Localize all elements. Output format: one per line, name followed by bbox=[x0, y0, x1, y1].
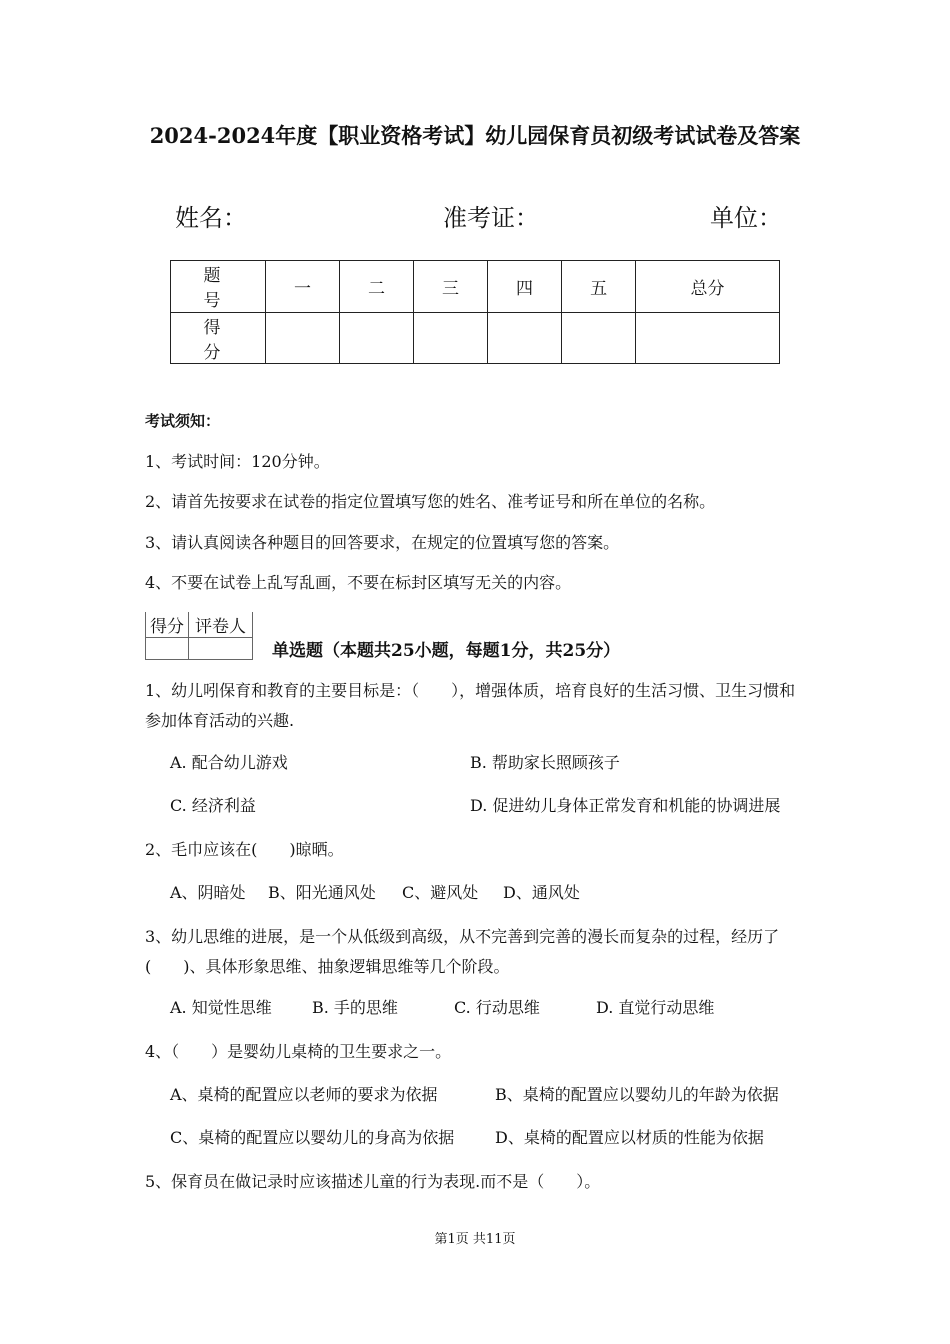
grader-score-cell[interactable] bbox=[146, 638, 189, 660]
question-1-stem: 1、幼儿吲保育和教育的主要目标是：（ ），增强体质，培育良好的生活习惯、卫生习惯和参加体育活动的兴趣. bbox=[145, 681, 796, 730]
question-2-option-c: C、避风处 bbox=[402, 883, 479, 902]
question-1-option-b: B. 帮助家长照顾孩子 bbox=[470, 753, 620, 772]
question-1-option-a: A. 配合幼儿游戏 bbox=[170, 753, 288, 772]
question-1-option-c: C. 经济利益 bbox=[170, 796, 256, 815]
question-3-stem: 3、幼儿思维的进展，是一个从低级到高级，从不完善到完善的漫长而复杂的过程，经历了( )、具体形象思维、抽象逻辑思维等几个阶段。 bbox=[145, 927, 780, 976]
candidate-fields bbox=[175, 198, 785, 242]
score-input-cell[interactable] bbox=[488, 312, 562, 364]
score-table-cell: 得 分 bbox=[171, 312, 266, 364]
score-input-cell[interactable] bbox=[562, 312, 636, 364]
score-table-cell: 二 bbox=[340, 261, 414, 313]
score-table-cell: 题 号 bbox=[171, 261, 266, 313]
page-title: 2024-2024年度【职业资格考试】幼儿园保育员初级考试试卷及答案 bbox=[149, 123, 801, 148]
question-3-option-d: D. 直觉行动思维 bbox=[596, 998, 715, 1017]
question-4-option-a: A、桌椅的配置应以老师的要求为依据 bbox=[170, 1085, 438, 1104]
question-2-stem: 2、毛巾应该在( )晾晒。 bbox=[145, 840, 344, 859]
note-item: 3、请认真阅读各种题目的回答要求，在规定的位置填写您的答案。 bbox=[145, 533, 620, 552]
score-table-cell: 一 bbox=[266, 261, 340, 313]
note-item: 1、考试时间：120分钟。 bbox=[145, 452, 330, 471]
question-3-option-a: A. 知觉性思维 bbox=[170, 998, 272, 1017]
grader-box bbox=[145, 612, 253, 660]
question-4-option-c: C、桌椅的配置应以婴幼儿的身高为依据 bbox=[170, 1128, 455, 1147]
score-table-cell: 三 bbox=[414, 261, 488, 313]
grader-reviewer-cell[interactable] bbox=[189, 638, 253, 660]
note-item: 4、不要在试卷上乱写乱画，不要在标封区填写无关的内容。 bbox=[145, 573, 572, 592]
score-input-cell[interactable] bbox=[340, 312, 414, 364]
score-table-cell: 总分 bbox=[636, 261, 780, 313]
unit-field-label: 单位： bbox=[710, 204, 782, 232]
question-2-option-a: A、阴暗处 bbox=[170, 883, 246, 902]
question-4-stem: 4、（ ）是婴幼儿桌椅的卫生要求之一。 bbox=[145, 1042, 452, 1061]
question-4-option-d: D、桌椅的配置应以材质的性能为依据 bbox=[495, 1128, 764, 1147]
grader-score-label: 得分 bbox=[146, 612, 189, 638]
question-2-option-d: D、通风处 bbox=[503, 883, 580, 902]
question-5-stem: 5、保育员在做记录时应该描述儿童的行为表现.而不是（ ）。 bbox=[145, 1172, 601, 1191]
question-2-option-b: B、阳光通风处 bbox=[268, 883, 376, 902]
notes-heading: 考试须知： bbox=[145, 412, 221, 430]
question-4-option-b: B、桌椅的配置应以婴幼儿的年龄为依据 bbox=[495, 1085, 779, 1104]
question-3-option-c: C. 行动思维 bbox=[454, 998, 540, 1017]
score-input-cell[interactable] bbox=[636, 312, 780, 364]
score-table bbox=[170, 260, 780, 364]
section-heading: 单选题（本题共25小题，每题1分，共25分） bbox=[272, 641, 621, 661]
name-field-label: 姓名： bbox=[175, 204, 247, 232]
question-1-option-d: D. 促进幼儿身体正常发育和机能的协调进展 bbox=[470, 796, 781, 815]
note-item: 2、请首先按要求在试卷的指定位置填写您的姓名、准考证号和所在单位的名称。 bbox=[145, 492, 716, 511]
score-table-score-row bbox=[171, 312, 780, 364]
score-table-cell: 五 bbox=[562, 261, 636, 313]
question-3-option-b: B. 手的思维 bbox=[312, 998, 398, 1017]
score-input-cell[interactable] bbox=[414, 312, 488, 364]
score-table-header-row bbox=[171, 261, 780, 313]
page-footer: 第1页 共11页 bbox=[434, 1232, 516, 1247]
exam-id-field-label: 准考证： bbox=[443, 204, 539, 232]
score-table-cell: 四 bbox=[488, 261, 562, 313]
grader-reviewer-label: 评卷人 bbox=[189, 612, 253, 638]
